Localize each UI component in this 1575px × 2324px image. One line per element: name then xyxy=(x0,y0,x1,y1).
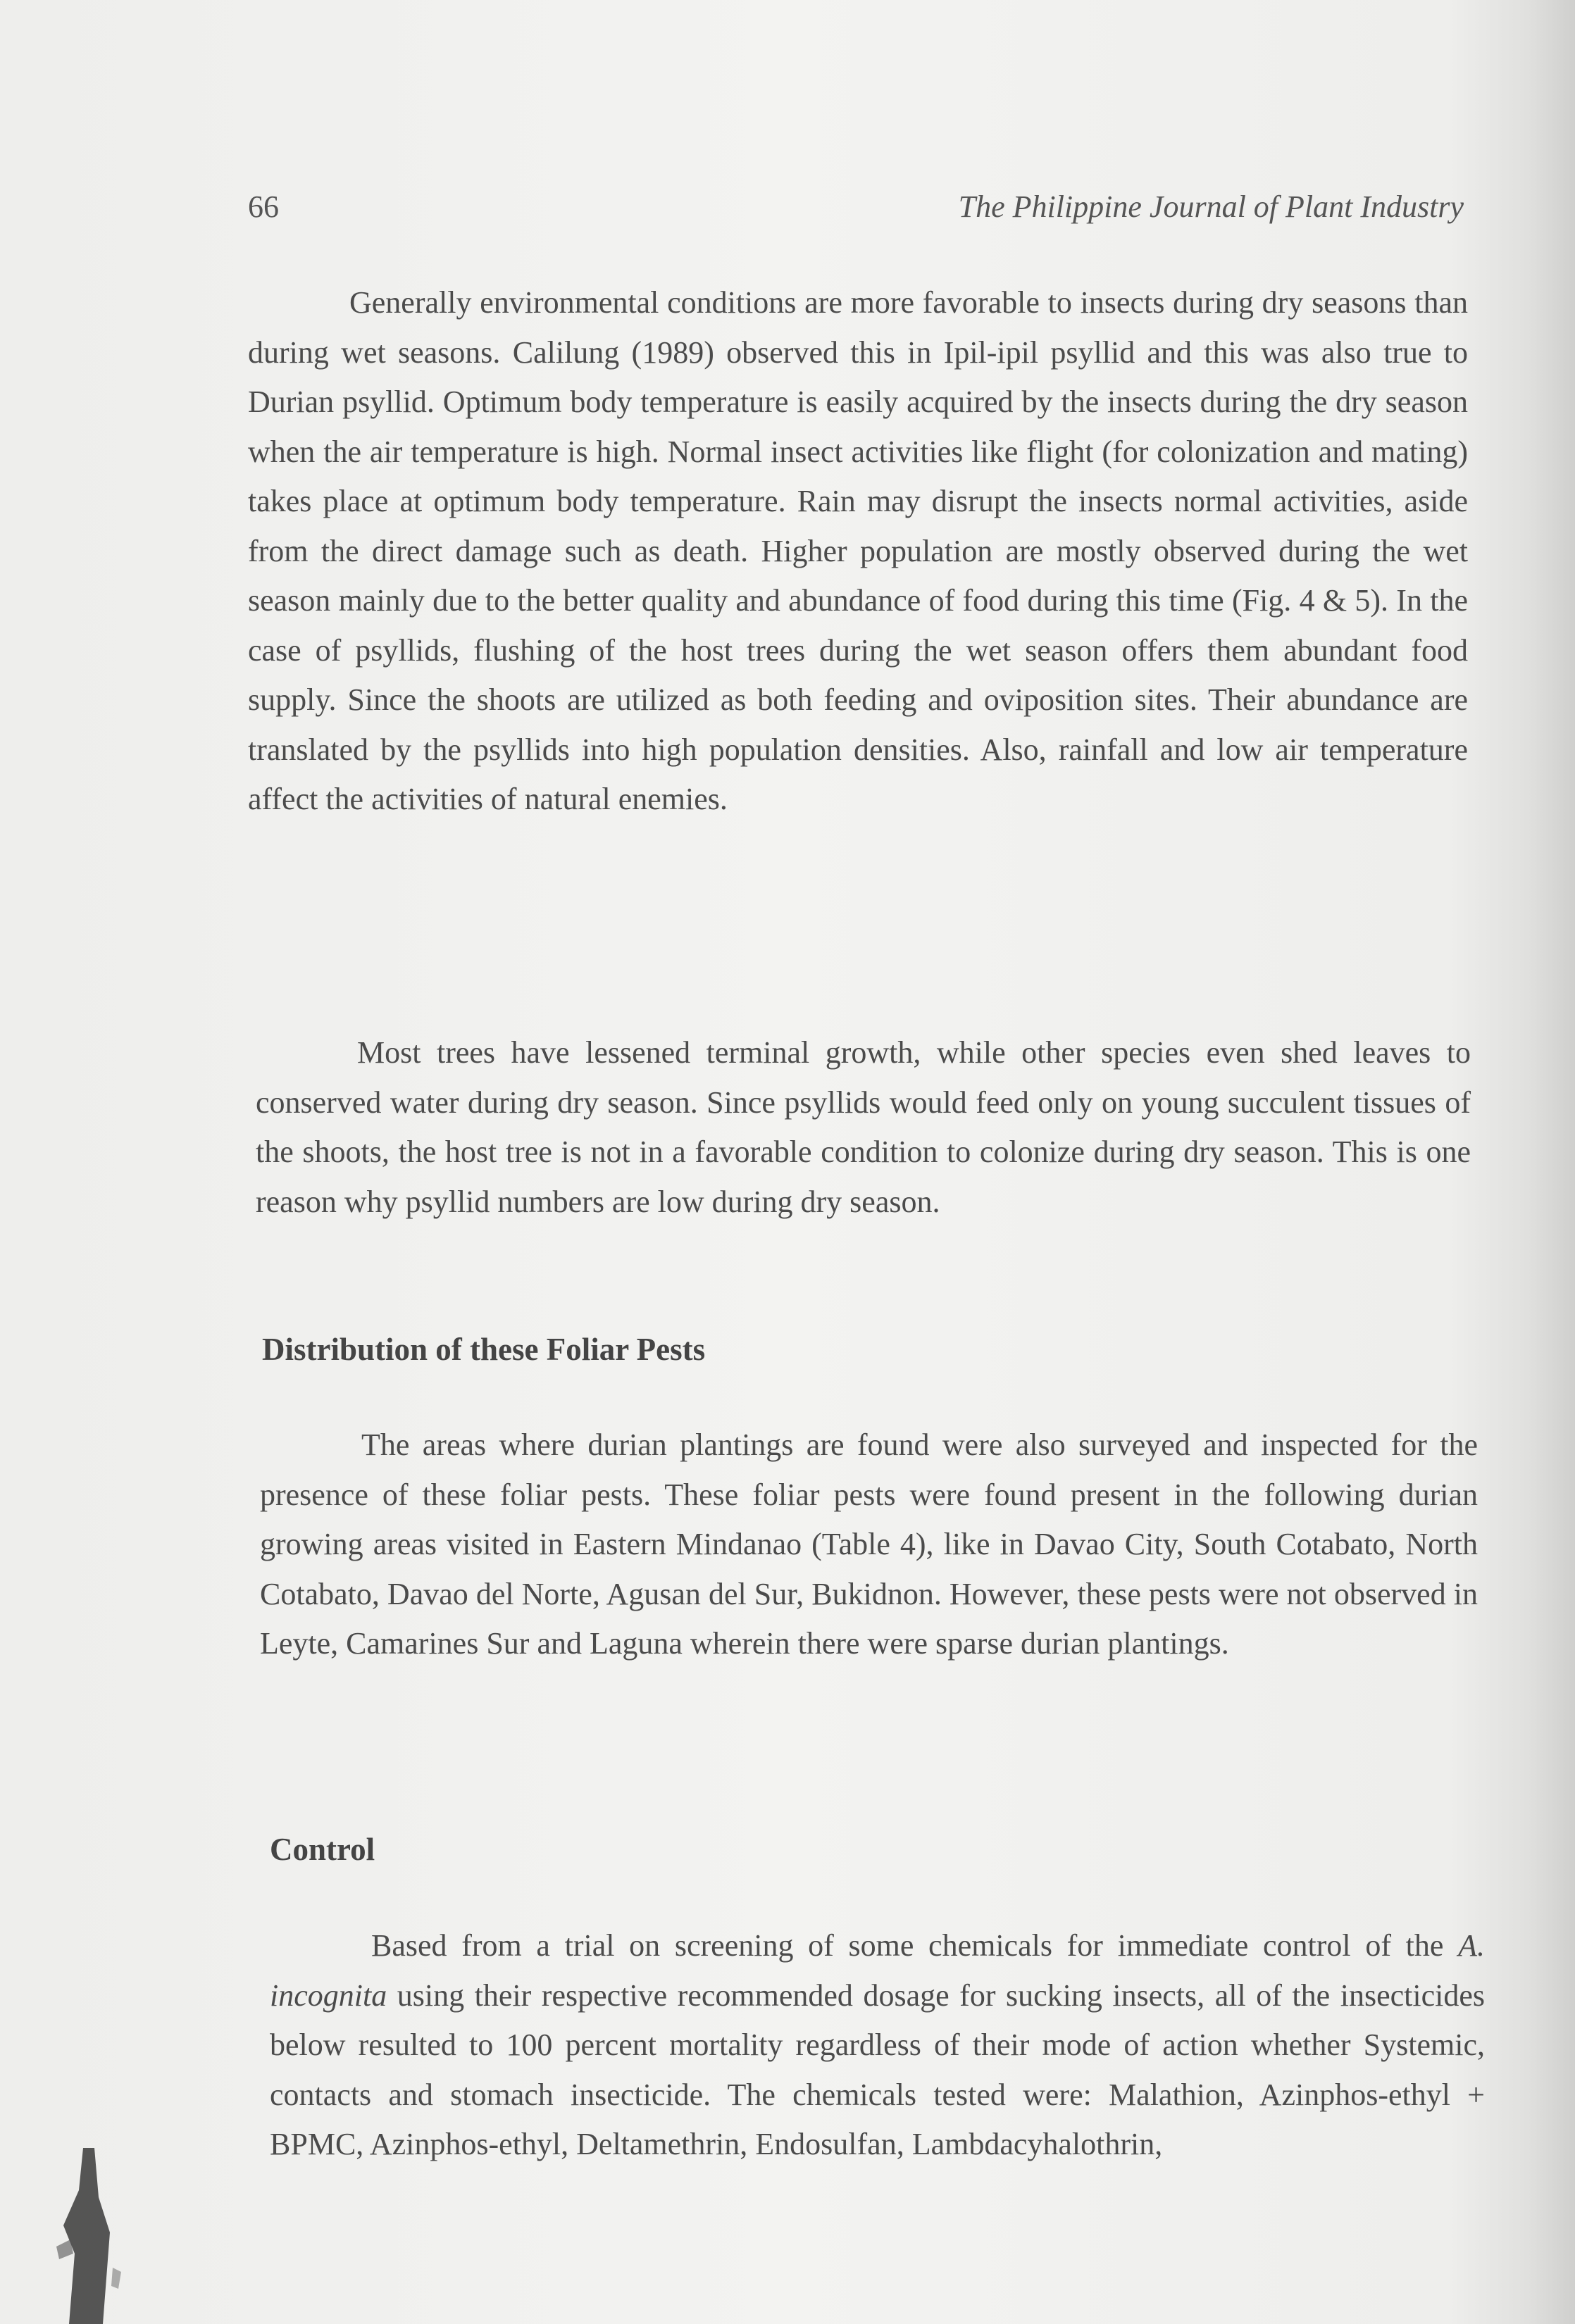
scan-artifact-mark xyxy=(42,2148,134,2324)
paragraph-environmental-conditions: Generally environmental conditions are more favorable to insects during dry seasons than during wet seasons. Calilung (1989) observed this in Ipil-ipil psyllid and this was also true to Durian psyllid. Optimum body temperature is easily acquired by the insects during the dry season when the air temperature is high. Normal insect activities like flight (for colonization and mating) takes place at optimum body temperature. Rain may disrupt the insects normal activities, aside from the direct damage such as death. Higher population are mostly observed during the wet season mainly due to the better quality and abundance of food during this time (Fig. 4 & 5). In the case of psyllids, flushing of the host trees during the wet season offers them abundant food supply. Since the shoots are utilized as both feeding and oviposition sites. Their abundance are translated by the psyllids into high population densities. Also, rainfall and low air temperature affect the activities of natural enemies. xyxy=(248,285,1468,816)
paragraph-control-before: Based from a trial on screening of some chemicals for immediate control of the xyxy=(371,1928,1459,1963)
page-number: 66 xyxy=(248,189,279,224)
heading-control: Control xyxy=(270,1832,375,1867)
journal-title: The Philippine Journal of Plant Industry xyxy=(958,189,1464,224)
paragraph-control xyxy=(270,1921,1485,2170)
page-header xyxy=(248,189,1464,238)
paragraph-control-after: using their respective recommended dosage for sucking insects, all of the insecticides below resulted to 100 percent mortality regardless of their mode of action whether Systemic, contacts and stomach insecticide. The chemicals tested were: Malathion, Azinphos-ethyl + BPMC, Azinphos-ethyl, Deltamethrin, Endosulfan, Lambdacyhalothrin, xyxy=(270,1978,1485,2161)
paragraph-terminal-growth: Most trees have lessened terminal growth, while other species even shed leaves to conserved water during dry season. Since psyllids would feed only on young succulent tissues of the shoots, the host tree is not in a favorable condition to colonize during dry season. This is one reason why psyllid numbers are low during dry season. xyxy=(256,1035,1471,1219)
paragraph-distribution: The areas where durian plantings are found were also surveyed and inspected for the presence of these foliar pests. These foliar pests were found present in the following durian growing areas visited in Eastern Mindanao (Table 4), like in Davao City, South Cotabato, North Cotabato, Davao del Norte, Agusan del Sur, Bukidnon. However, these pests were not observed in Leyte, Camarines Sur and Laguna wherein there were sparse durian plantings. xyxy=(260,1427,1478,1661)
species-name: A. incognita xyxy=(270,1928,1485,2013)
heading-distribution: Distribution of these Foliar Pests xyxy=(262,1332,706,1367)
